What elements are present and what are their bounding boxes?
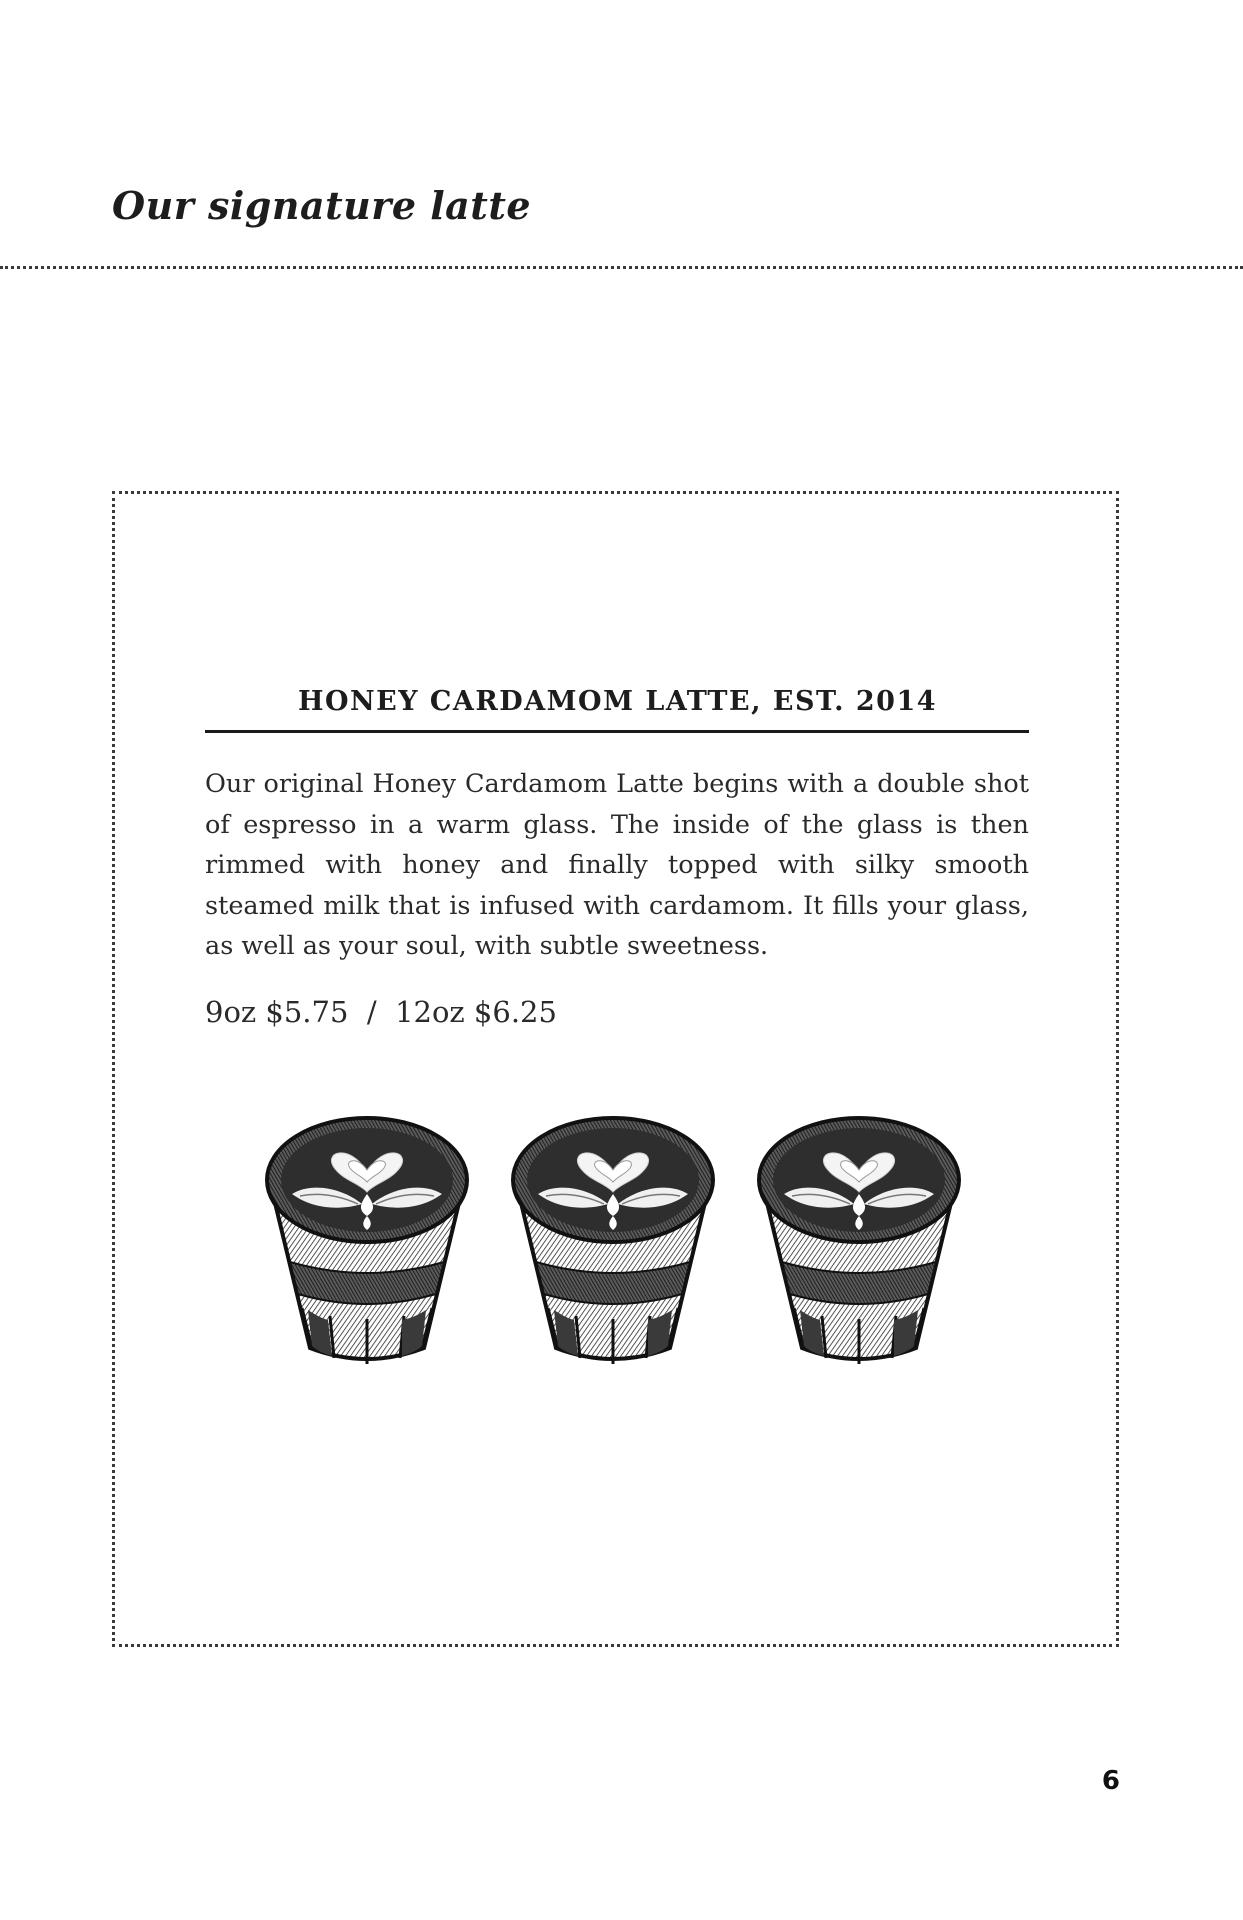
title-underline [205,730,1029,733]
latte-glass-icon [508,1112,718,1378]
item-description: Our original Honey Cardamom Latte begins with a double shot of espresso in a warm glass. The inside of the glass is then rimmed with honey and finally topped with silky smooth steamed milk that is infused with cardamom. It fills your glass, as well as your soul, with subtle sweetness. [205,769,1029,961]
latte-glass-icon [262,1112,472,1378]
section-title: Our signature latte [112,183,532,228]
menu-item-frame [112,491,1119,1647]
latte-glass-icon [754,1112,964,1378]
item-price: 9oz $5.75 / 12oz $6.25 [205,995,557,1029]
item-title: HONEY CARDAMOM LATTE, EST. 2014 [297,686,938,717]
top-dotted-divider [0,266,1243,269]
page-number: 6 [1101,1766,1120,1796]
latte-illustration [262,1112,974,1378]
